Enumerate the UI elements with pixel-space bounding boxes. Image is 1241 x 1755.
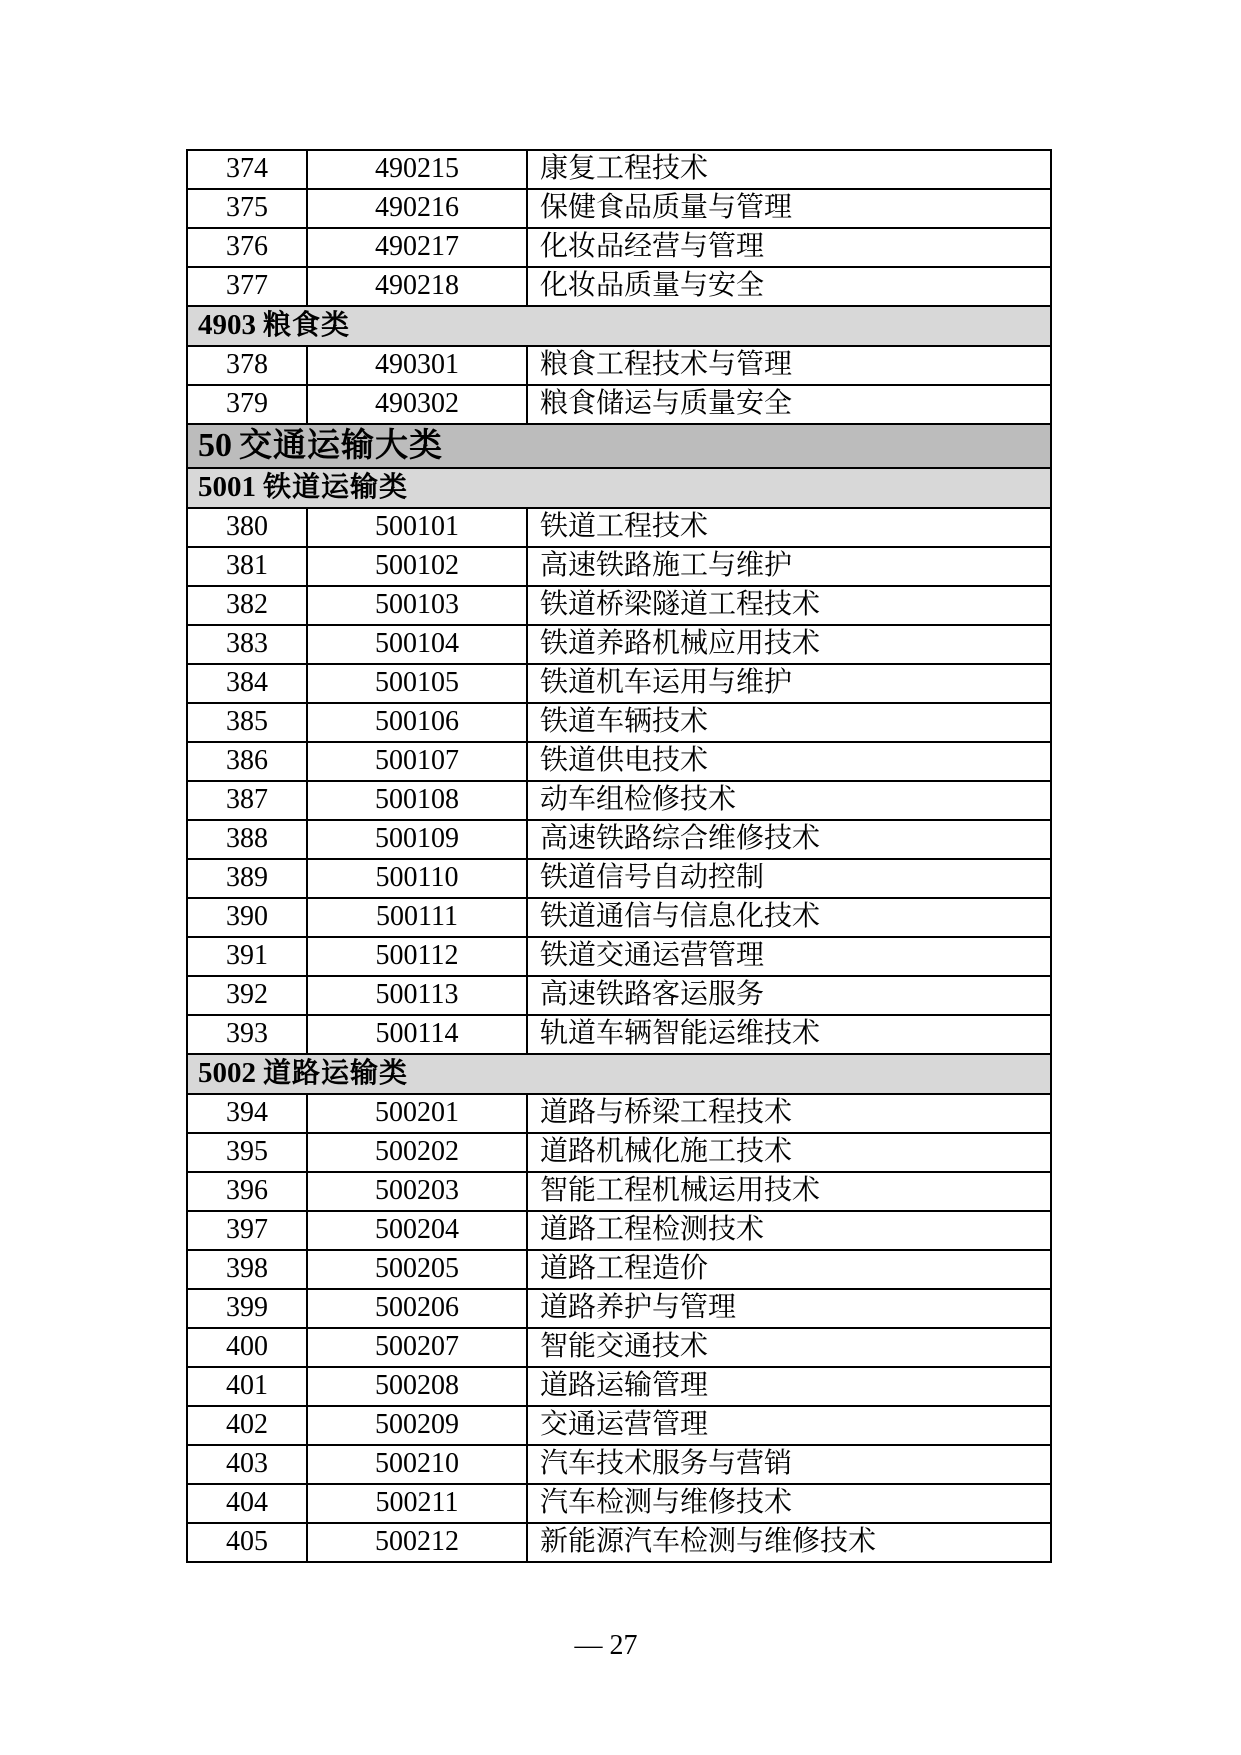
- subcategory-code: 5001: [198, 471, 256, 504]
- seq-cell: 390: [187, 898, 307, 937]
- code-cell: 500110: [307, 859, 527, 898]
- code-cell: 490301: [307, 346, 527, 385]
- seq-cell: 384: [187, 664, 307, 703]
- table-row: [187, 547, 1051, 586]
- seq-cell: 383: [187, 625, 307, 664]
- code-cell: 500210: [307, 1445, 527, 1484]
- major-name-cell: 高速铁路施工与维护: [527, 547, 1051, 586]
- table-row: [187, 508, 1051, 547]
- table-row: [187, 1523, 1051, 1562]
- code-cell: 500207: [307, 1328, 527, 1367]
- subcategory-header-row: [187, 1054, 1051, 1094]
- category-header-row: [187, 424, 1051, 468]
- code-cell: 500113: [307, 976, 527, 1015]
- table-row: [187, 625, 1051, 664]
- major-name-cell: 交通运营管理: [527, 1406, 1051, 1445]
- table-row: [187, 1250, 1051, 1289]
- table-row: [187, 1289, 1051, 1328]
- seq-cell: 401: [187, 1367, 307, 1406]
- seq-cell: 378: [187, 346, 307, 385]
- code-cell: 500206: [307, 1289, 527, 1328]
- code-cell: 500203: [307, 1172, 527, 1211]
- seq-cell: 391: [187, 937, 307, 976]
- major-name-cell: 道路养护与管理: [527, 1289, 1051, 1328]
- seq-cell: 386: [187, 742, 307, 781]
- table-row: [187, 703, 1051, 742]
- table-row: [187, 859, 1051, 898]
- subcategory-header-cell: [187, 468, 1051, 508]
- major-name-cell: 铁道车辆技术: [527, 703, 1051, 742]
- major-name-cell: 道路运输管理: [527, 1367, 1051, 1406]
- table-row: [187, 228, 1051, 267]
- major-name-cell: 粮食储运与质量安全: [527, 385, 1051, 424]
- major-name-cell: 康复工程技术: [527, 150, 1051, 189]
- seq-cell: 402: [187, 1406, 307, 1445]
- code-cell: 500212: [307, 1523, 527, 1562]
- table-row: [187, 1133, 1051, 1172]
- code-cell: 500109: [307, 820, 527, 859]
- major-name-cell: 轨道车辆智能运维技术: [527, 1015, 1051, 1054]
- catalog-table-body: [187, 150, 1051, 1562]
- code-cell: 490215: [307, 150, 527, 189]
- code-cell: 500202: [307, 1133, 527, 1172]
- major-name-cell: 道路机械化施工技术: [527, 1133, 1051, 1172]
- table-row: [187, 189, 1051, 228]
- seq-cell: 377: [187, 267, 307, 306]
- code-cell: 500209: [307, 1406, 527, 1445]
- seq-cell: 397: [187, 1211, 307, 1250]
- table-row: [187, 1484, 1051, 1523]
- seq-cell: 394: [187, 1094, 307, 1133]
- major-name-cell: 化妆品经营与管理: [527, 228, 1051, 267]
- seq-cell: 396: [187, 1172, 307, 1211]
- seq-cell: 379: [187, 385, 307, 424]
- seq-cell: 398: [187, 1250, 307, 1289]
- subcategory-name: 粮食类: [263, 309, 351, 341]
- seq-cell: 388: [187, 820, 307, 859]
- subcategory-header-cell: [187, 306, 1051, 346]
- code-cell: 500112: [307, 937, 527, 976]
- table-row: [187, 898, 1051, 937]
- code-cell: 500103: [307, 586, 527, 625]
- seq-cell: 382: [187, 586, 307, 625]
- major-name-cell: 智能工程机械运用技术: [527, 1172, 1051, 1211]
- major-name-cell: 道路工程检测技术: [527, 1211, 1051, 1250]
- seq-cell: 374: [187, 150, 307, 189]
- table-row: [187, 1211, 1051, 1250]
- table-row: [187, 1328, 1051, 1367]
- table-row: [187, 781, 1051, 820]
- code-cell: 490217: [307, 228, 527, 267]
- seq-cell: 381: [187, 547, 307, 586]
- major-name-cell: 智能交通技术: [527, 1328, 1051, 1367]
- table-row: [187, 1367, 1051, 1406]
- code-cell: 490216: [307, 189, 527, 228]
- major-name-cell: 铁道机车运用与维护: [527, 664, 1051, 703]
- code-cell: 500208: [307, 1367, 527, 1406]
- major-catalog-table: [186, 149, 1052, 1563]
- seq-cell: 389: [187, 859, 307, 898]
- code-cell: 500105: [307, 664, 527, 703]
- seq-cell: 399: [187, 1289, 307, 1328]
- seq-cell: 400: [187, 1328, 307, 1367]
- subcategory-code: 4903: [198, 309, 256, 342]
- code-cell: 490218: [307, 267, 527, 306]
- major-name-cell: 动车组检修技术: [527, 781, 1051, 820]
- seq-cell: 393: [187, 1015, 307, 1054]
- table-row: [187, 1445, 1051, 1484]
- seq-cell: 385: [187, 703, 307, 742]
- seq-cell: 405: [187, 1523, 307, 1562]
- major-name-cell: 汽车检测与维修技术: [527, 1484, 1051, 1523]
- code-cell: 500107: [307, 742, 527, 781]
- major-name-cell: 铁道养路机械应用技术: [527, 625, 1051, 664]
- table-row: [187, 976, 1051, 1015]
- subcategory-name: 道路运输类: [263, 1057, 409, 1089]
- table-row: [187, 1406, 1051, 1445]
- table-row: [187, 937, 1051, 976]
- table-row: [187, 150, 1051, 189]
- major-name-cell: 高速铁路综合维修技术: [527, 820, 1051, 859]
- major-name-cell: 粮食工程技术与管理: [527, 346, 1051, 385]
- major-name-cell: 铁道工程技术: [527, 508, 1051, 547]
- category-name: 交通运输大类: [239, 426, 443, 464]
- table-row: [187, 267, 1051, 306]
- seq-cell: 392: [187, 976, 307, 1015]
- category-code: 50: [198, 427, 232, 465]
- major-name-cell: 道路工程造价: [527, 1250, 1051, 1289]
- seq-cell: 387: [187, 781, 307, 820]
- category-header-cell: [187, 424, 1051, 468]
- subcategory-header-cell: [187, 1054, 1051, 1094]
- table-row: [187, 1094, 1051, 1133]
- code-cell: 500111: [307, 898, 527, 937]
- major-name-cell: 铁道交通运营管理: [527, 937, 1051, 976]
- code-cell: 500211: [307, 1484, 527, 1523]
- seq-cell: 380: [187, 508, 307, 547]
- major-name-cell: 新能源汽车检测与维修技术: [527, 1523, 1051, 1562]
- major-name-cell: 铁道通信与信息化技术: [527, 898, 1051, 937]
- seq-cell: 375: [187, 189, 307, 228]
- major-name-cell: 化妆品质量与安全: [527, 267, 1051, 306]
- subcategory-name: 铁道运输类: [263, 471, 409, 503]
- seq-cell: 376: [187, 228, 307, 267]
- table-row: [187, 1015, 1051, 1054]
- major-name-cell: 道路与桥梁工程技术: [527, 1094, 1051, 1133]
- code-cell: 500201: [307, 1094, 527, 1133]
- page-number: — 27: [574, 1630, 638, 1661]
- subcategory-header-row: [187, 306, 1051, 346]
- table-row: [187, 346, 1051, 385]
- subcategory-header-row: [187, 468, 1051, 508]
- table-row: [187, 1172, 1051, 1211]
- major-name-cell: 汽车技术服务与营销: [527, 1445, 1051, 1484]
- major-name-cell: 铁道供电技术: [527, 742, 1051, 781]
- table-row: [187, 820, 1051, 859]
- code-cell: 500114: [307, 1015, 527, 1054]
- code-cell: 500108: [307, 781, 527, 820]
- subcategory-code: 5002: [198, 1057, 256, 1090]
- code-cell: 500104: [307, 625, 527, 664]
- seq-cell: 404: [187, 1484, 307, 1523]
- major-name-cell: 铁道桥梁隧道工程技术: [527, 586, 1051, 625]
- major-name-cell: 铁道信号自动控制: [527, 859, 1051, 898]
- code-cell: 500101: [307, 508, 527, 547]
- code-cell: 500204: [307, 1211, 527, 1250]
- table-row: [187, 586, 1051, 625]
- seq-cell: 395: [187, 1133, 307, 1172]
- table-row: [187, 664, 1051, 703]
- code-cell: 500205: [307, 1250, 527, 1289]
- code-cell: 490302: [307, 385, 527, 424]
- code-cell: 500106: [307, 703, 527, 742]
- code-cell: 500102: [307, 547, 527, 586]
- major-name-cell: 高速铁路客运服务: [527, 976, 1051, 1015]
- table-row: [187, 385, 1051, 424]
- table-row: [187, 742, 1051, 781]
- major-name-cell: 保健食品质量与管理: [527, 189, 1051, 228]
- seq-cell: 403: [187, 1445, 307, 1484]
